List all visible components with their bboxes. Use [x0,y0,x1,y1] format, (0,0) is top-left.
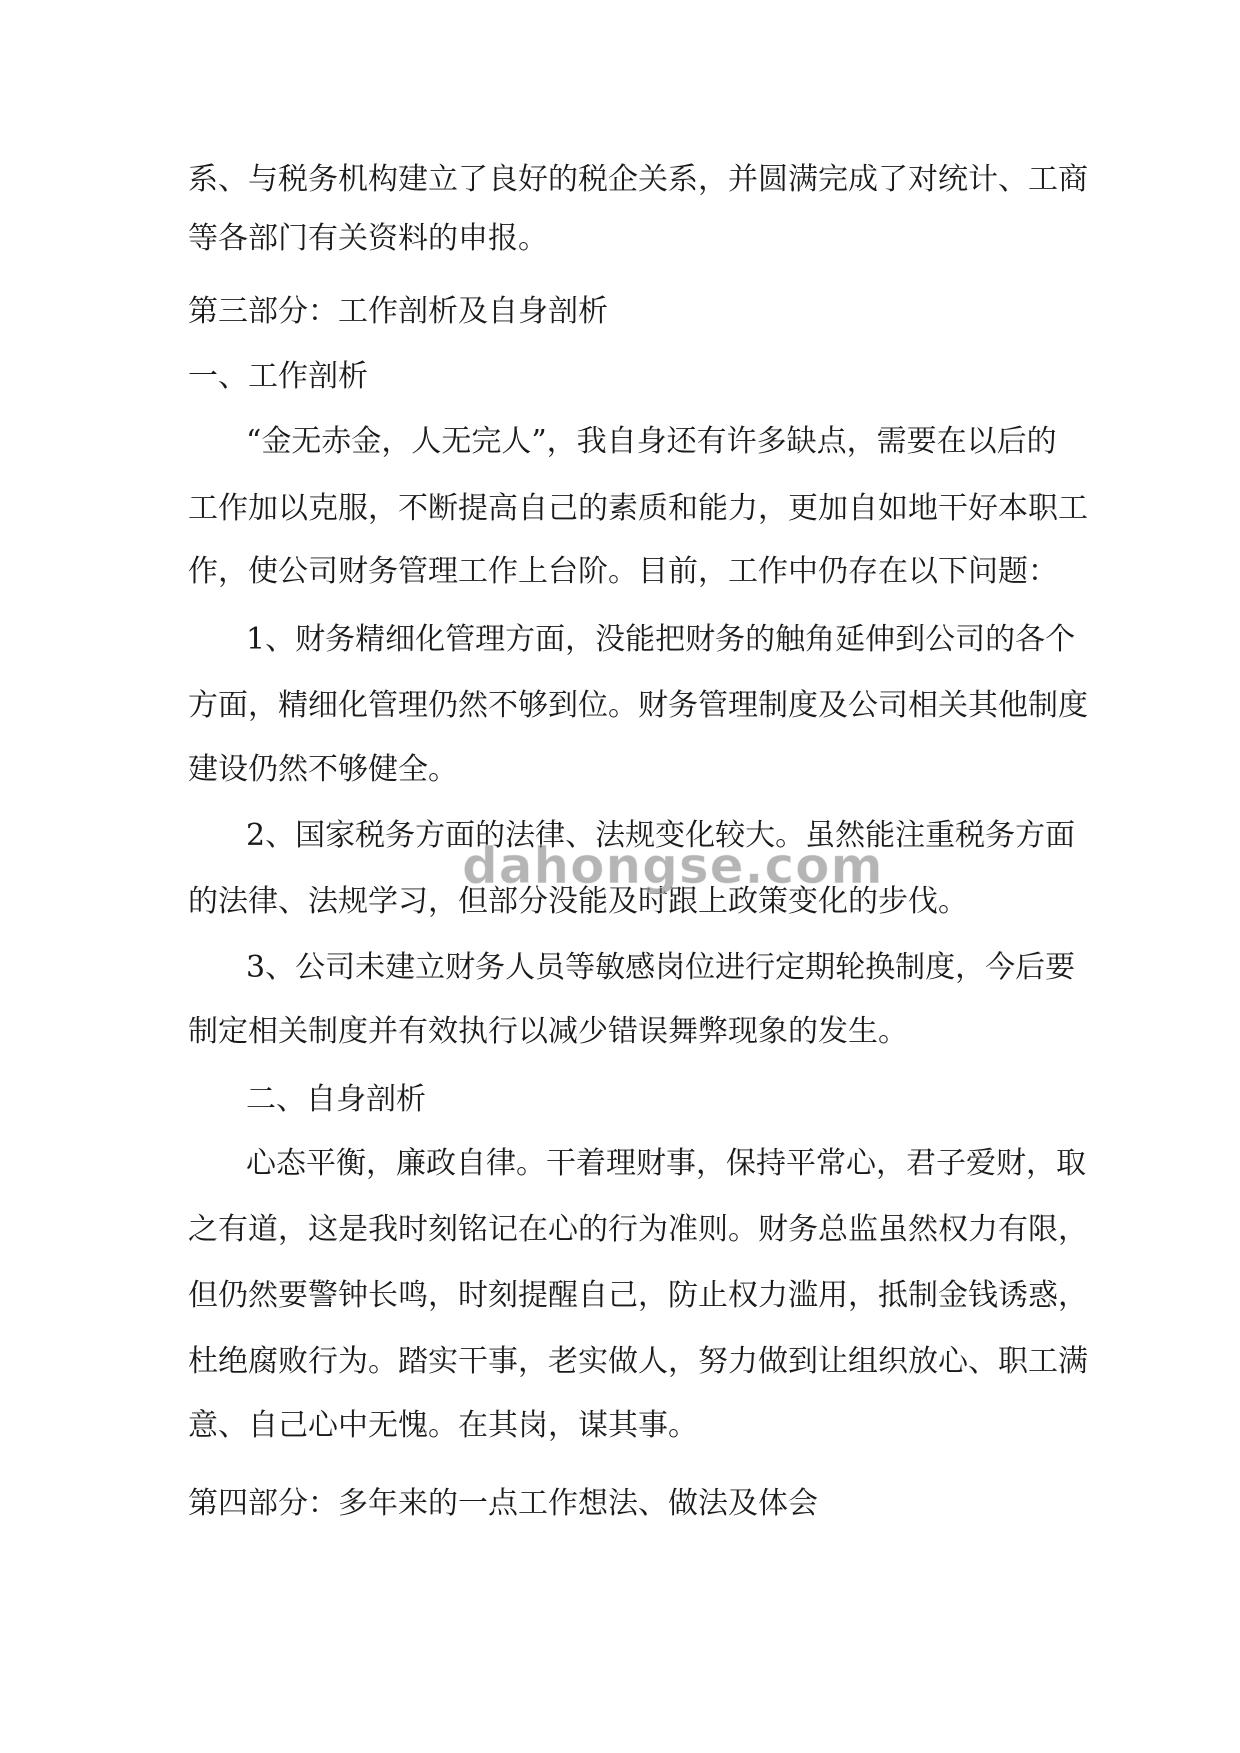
text-line: 之有道，这是我时刻铭记在心的行为准则。财务总监虽然权力有限， [188,1212,1088,1247]
text-line: 心态平衡，廉政自律。干着理财事，保持平常心，君子爱财，取 [246,1146,1086,1181]
text-line: 作，使公司财务管理工作上台阶。目前，工作中仍存在以下问题： [188,554,1058,589]
text-line: 1、财务精细化管理方面，没能把财务的触角延伸到公司的各个 [246,622,1076,657]
subsection-heading: 二、自身剖析 [246,1082,426,1117]
text-line: “金无赤金，人无完人”，我自身还有许多缺点，需要在以后的 [246,424,1057,459]
section-heading: 第四部分：多年来的一点工作想法、做法及体会 [188,1486,818,1521]
text-line: 建设仍然不够健全。 [188,752,458,787]
text-line: 系、与税务机构建立了良好的税企关系，并圆满完成了对统计、工商 [188,162,1088,197]
text-line: 制定相关制度并有效执行以减少错误舞弊现象的发生。 [188,1014,908,1049]
text-line: 的法律、法规学习，但部分没能及时跟上政策变化的步伐。 [188,884,968,919]
text-line: 3、公司未建立财务人员等敏感岗位进行定期轮换制度，今后要 [246,950,1076,985]
text-line: 等各部门有关资料的申报。 [188,221,548,256]
text-line: 工作加以克服，不断提高自己的素质和能力，更加自如地干好本职工 [188,491,1088,526]
watermark-text: dahongse.com [462,837,884,895]
text-line: 杜绝腐败行为。踏实干事，老实做人，努力做到让组织放心、职工满 [188,1344,1088,1379]
subsection-heading: 一、工作剖析 [188,359,368,394]
text-line: 方面，精细化管理仍然不够到位。财务管理制度及公司相关其他制度 [188,688,1088,723]
text-line: 意、自己心中无愧。在其岗，谋其事。 [188,1408,698,1443]
text-line: 但仍然要警钟长鸣，时刻提醒自己，防止权力滥用，抵制金钱诱惑， [188,1278,1088,1313]
section-heading: 第三部分：工作剖析及自身剖析 [188,294,608,329]
text-line: 2、国家税务方面的法律、法规变化较大。虽然能注重税务方面 [246,818,1076,853]
